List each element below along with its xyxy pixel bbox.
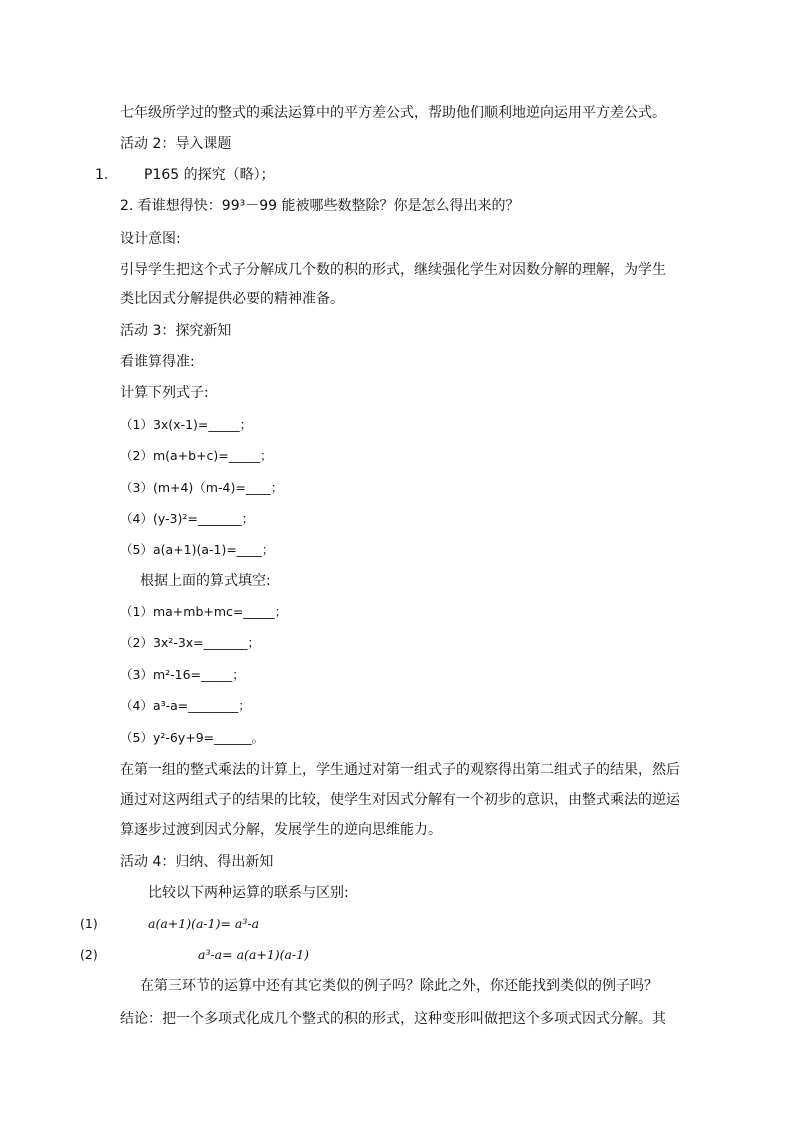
exercise-1-5: （5）a(a+1)(a-1)=____； [120,542,275,557]
exercise-1-1: （1）3x(x-1)=_____； [120,417,253,432]
compare-1-label: (1) [80,916,98,931]
exercise-2-4: （4）a³-a=________； [120,698,251,713]
activity-2-heading: 活动 2：导入课题 [120,136,232,152]
exercise-1-4: （4）(y-3)²=_______； [120,511,255,526]
design-paragraph-line2: 类比因式分解提供必要的精神准备。 [120,291,344,307]
intro-text: 七年级所学过的整式的乘法运算中的平方差公式，帮助他们顺利地逆向运用平方差公式。 [120,105,666,121]
item-2-text: 2. 看谁想得快：99³－99 能被哪些数整除？你是怎么得出来的？ [120,198,520,214]
exercise-2-1: （1）ma+mb+mc=_____； [120,604,288,619]
design-paragraph-line1: 引导学生把这个式子分解成几个数的积的形式，继续强化学生对因数分解的理解，为学生 [120,262,666,278]
conclusion-text: 结论：把一个多项式化成几个整式的积的形式，这种变形叫做把这个多项式因式分解。其 [120,1011,666,1027]
summary-line2: 通过对这两组式子的结果的比较，使学生对因式分解有一个初步的意识，由整式乘法的逆运 [120,792,680,808]
list-number: 1. [95,167,109,183]
item-1-text: P165 的探究（略）； [144,167,275,183]
compare-2-label: (2) [80,947,98,962]
fill-in-heading: 根据上面的算式填空: [140,573,271,589]
see-who-calculates: 看谁算得准: [120,354,195,370]
design-intent-heading: 设计意图: [120,231,181,247]
activity-4-heading: 活动 4：归纳、得出新知 [120,854,274,870]
calculate-instruction: 计算下列式子: [120,385,209,401]
question-similar-examples: 在第三环节的运算中还有其它类似的例子吗？除此之外，你还能找到类似的例子吗？ [140,978,658,994]
compare-2-formula: a³-a= a(a+1)(a-1) [198,947,310,962]
exercise-2-2: （2）3x²-3x=_______； [120,635,260,650]
summary-line1: 在第一组的整式乘法的计算上，学生通过对第一组式子的观察得出第二组式子的结果，然后 [120,762,680,778]
activity-3-heading: 活动 3：探究新知 [120,323,232,339]
compare-1-formula: a(a+1)(a-1)= a³-a [148,916,260,931]
compare-instruction: 比较以下两种运算的联系与区别: [148,885,349,901]
summary-line3: 算逐步过渡到因式分解，发展学生的逆向思维能力。 [120,822,442,838]
exercise-2-5: （5）y²-6y+9=______。 [120,730,265,745]
exercise-2-3: （3）m²-16=_____； [120,667,245,682]
exercise-1-3: （3）(m+4)（m-4)=____； [120,480,284,495]
exercise-1-2: （2）m(a+b+c)=_____； [120,448,273,463]
